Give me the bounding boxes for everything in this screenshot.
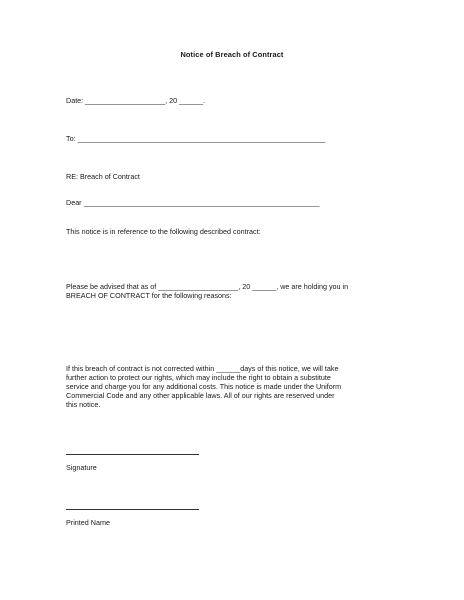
printed-name-rule	[66, 509, 199, 510]
correction-line-5: this notice.	[66, 400, 101, 409]
reference-line: This notice is in reference to the following described contract:	[66, 227, 261, 236]
advised-paragraph	[66, 282, 406, 300]
advised-line-2: BREACH OF CONTRACT for the following reasons:	[66, 291, 232, 300]
signature-rule	[66, 454, 199, 455]
correction-line-1: If this breach of contract is not corrected within ______days of this notice, we will take	[66, 364, 339, 373]
dear-line: Dear ___________________________________________________________	[66, 198, 320, 207]
correction-line-4: Commercial Code and any other applicable laws. All of our rights are reserved under	[66, 391, 335, 400]
advised-line-1: Please be advised that as of ____________________, 20 ______, we are holding you in	[66, 282, 349, 291]
signature-label: Signature	[66, 463, 97, 472]
correction-line-3: service and charge you for any additional costs. This notice is made under the Uniform	[66, 382, 342, 391]
to-line: To: ______________________________________________________________	[66, 134, 326, 143]
correction-paragraph	[66, 364, 406, 409]
re-line: RE: Breach of Contract	[66, 172, 140, 181]
date-line: Date: ____________________, 20 ______.	[66, 96, 206, 105]
printed-name-label: Printed Name	[66, 518, 110, 527]
document-title: Notice of Breach of Contract	[180, 50, 284, 59]
correction-line-2: further action to protect our rights, which may include the right to obtain a substitute	[66, 373, 331, 382]
